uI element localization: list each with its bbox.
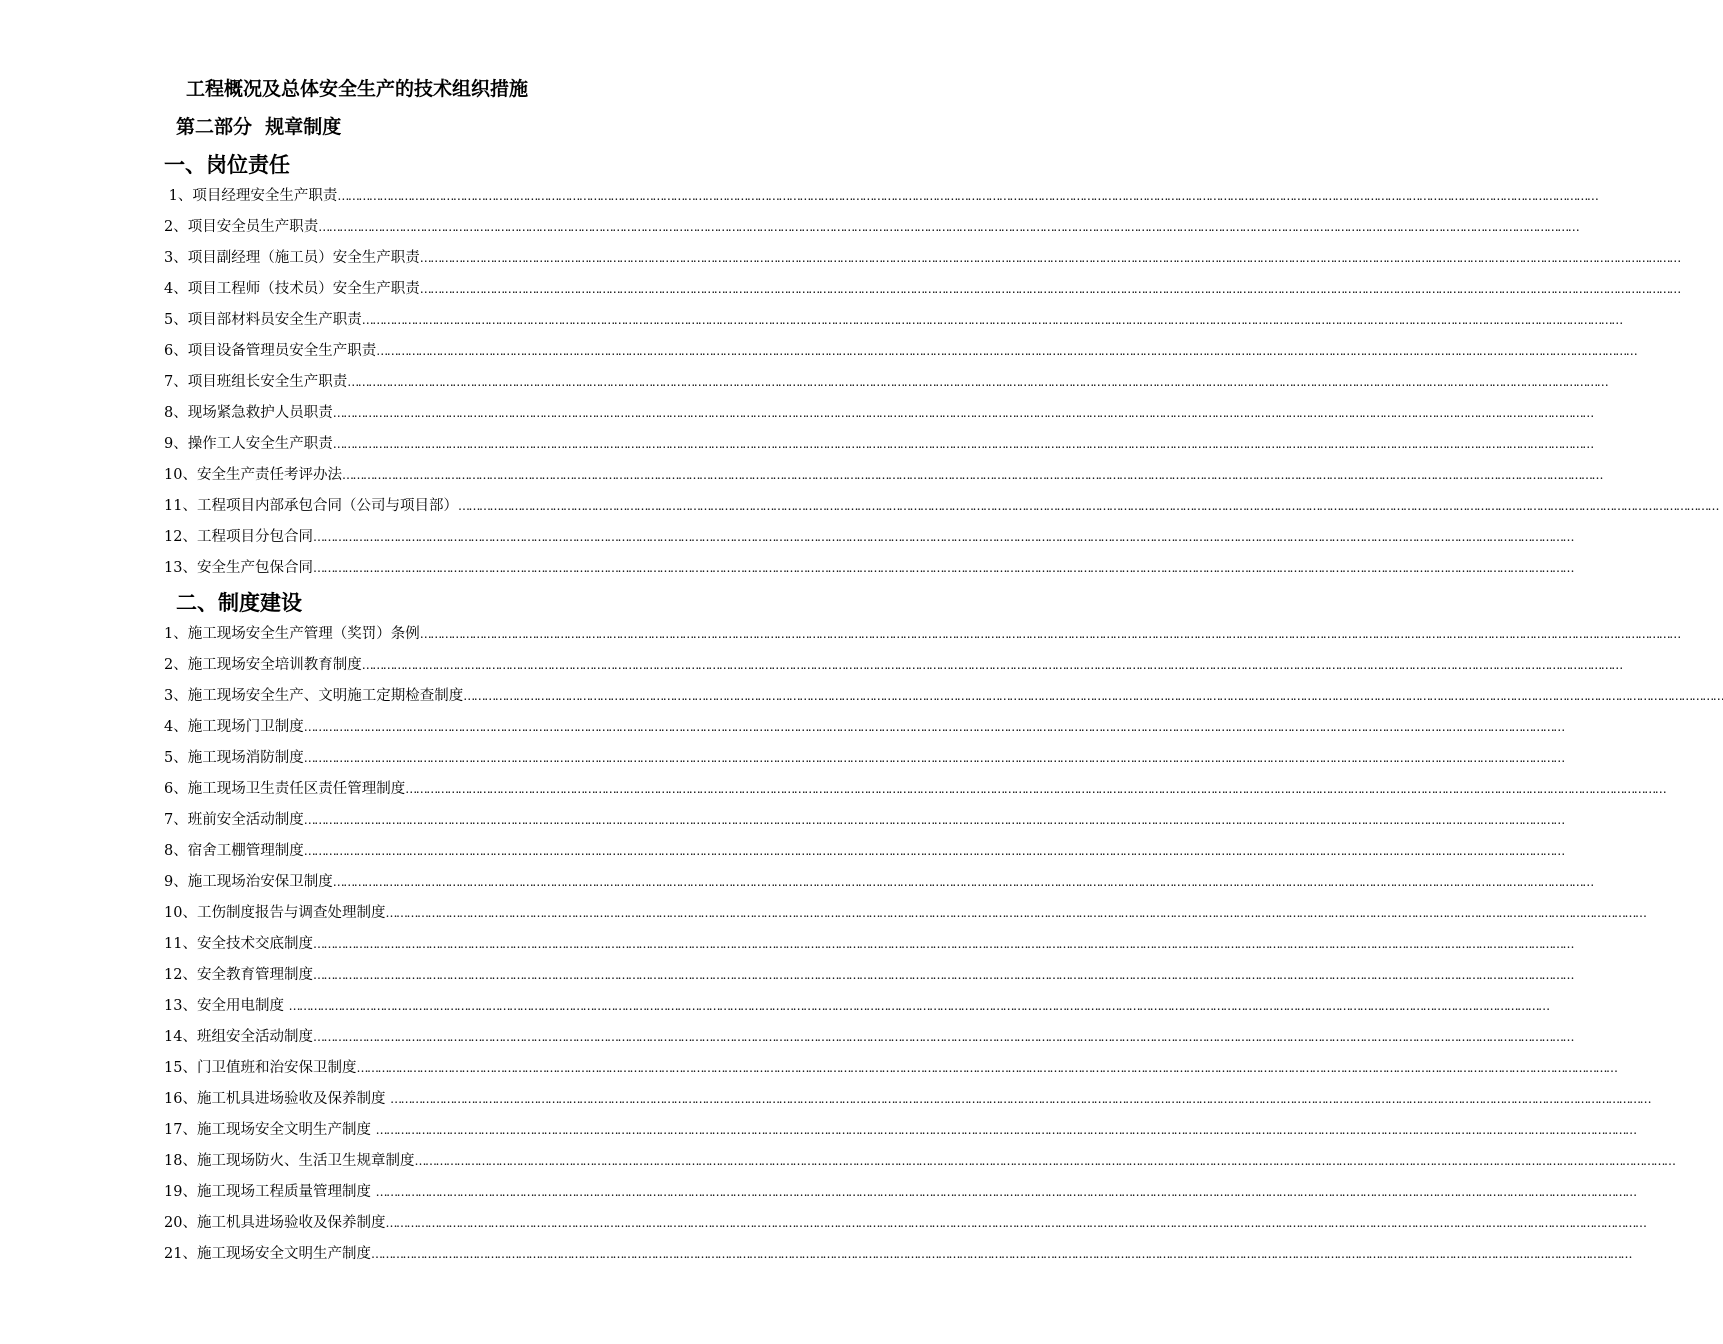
toc-dot-leader: ……………………………………………………………………………………………………………………………………………………………………………………………………………………………………………………………………………………………………………………………… bbox=[303, 751, 1564, 765]
toc-entry bbox=[164, 1239, 1631, 1270]
toc-dot-leader: ……………………………………………………………………………………………………………………………………………………………………………………………………………………………………………………………………………………………………………………………… bbox=[356, 1061, 1617, 1075]
toc-entry-label: 17、施工现场安全文明生产制度 bbox=[164, 1122, 376, 1138]
toc-entry-label: 21、施工现场安全文明生产制度 bbox=[164, 1246, 371, 1262]
toc-dot-leader: ……………………………………………………………………………………………………………………………………………………………………………………………………………………………………………………………………………………………………………………………… bbox=[370, 1247, 1631, 1261]
toc-dot-leader: ……………………………………………………………………………………………………………………………………………………………………………………………………………………………………………………………………………………………………………………………… bbox=[312, 937, 1573, 951]
toc-entry bbox=[164, 243, 1680, 274]
toc-dot-leader: ……………………………………………………………………………………………………………………………………………………………………………………………………………………………………………………………………………………………………………………………… bbox=[303, 844, 1564, 858]
toc-dot-leader: ……………………………………………………………………………………………………………………………………………………………………………………………………………………………………………………………………………………………………………………………… bbox=[414, 1154, 1675, 1168]
toc-entry-label: 12、工程项目分包合同 bbox=[164, 529, 313, 545]
section-heading-job-responsibility: 一、岗位责任 bbox=[164, 153, 290, 177]
toc-dot-leader: ……………………………………………………………………………………………………………………………………………………………………………………………………………………………………………………………………………………………………………………………… bbox=[390, 1092, 1651, 1106]
toc-dot-leader: ……………………………………………………………………………………………………………………………………………………………………………………………………………………………………………………………………………………………………………………………… bbox=[375, 1123, 1636, 1137]
toc-dot-leader: ……………………………………………………………………………………………………………………………………………………………………………………………………………………………………………………………………………………………………………………………… bbox=[318, 220, 1579, 234]
toc-entry bbox=[164, 274, 1680, 305]
toc-entry bbox=[164, 650, 1622, 681]
toc-entry bbox=[164, 553, 1573, 584]
toc-dot-leader: ……………………………………………………………………………………………………………………………………………………………………………………………………………………………………………………………………………………………………………………………… bbox=[419, 627, 1680, 641]
toc-entry-label: 16、施工机具进场验收及保养制度 bbox=[164, 1091, 391, 1107]
toc-dot-leader: ……………………………………………………………………………………………………………………………………………………………………………………………………………………………………………………………………………………………………………………………… bbox=[332, 875, 1593, 889]
toc-entry bbox=[164, 929, 1573, 960]
toc-entry-label: 3、施工现场安全生产、文明施工定期检查制度 bbox=[164, 688, 464, 704]
toc-entry-label: 4、施工现场门卫制度 bbox=[164, 719, 304, 735]
toc-entry-label: 3、项目副经理（施工员）安全生产职责 bbox=[164, 250, 420, 266]
toc-dot-leader: ……………………………………………………………………………………………………………………………………………………………………………………………………………………………………………………………………………………………………………………………… bbox=[337, 189, 1598, 203]
toc-entry bbox=[164, 181, 1598, 212]
toc-entry bbox=[164, 1022, 1573, 1053]
toc-dot-leader: ……………………………………………………………………………………………………………………………………………………………………………………………………………………………………………………………………………………………………………………………… bbox=[312, 530, 1573, 544]
toc-entry bbox=[164, 991, 1549, 1022]
toc-entry bbox=[164, 898, 1646, 929]
toc-entry-label: 12、安全教育管理制度 bbox=[164, 967, 313, 983]
toc-dot-leader: ……………………………………………………………………………………………………………………………………………………………………………………………………………………………………………………………………………………………………………………………… bbox=[341, 468, 1602, 482]
toc-dot-leader: ……………………………………………………………………………………………………………………………………………………………………………………………………………………………………………………………………………………………………………………………… bbox=[332, 437, 1593, 451]
toc-entry bbox=[164, 1146, 1675, 1177]
toc-entry bbox=[164, 522, 1573, 553]
toc-entry bbox=[164, 1115, 1636, 1146]
toc-entry bbox=[164, 619, 1680, 650]
toc-entry-label: 13、安全用电制度 bbox=[164, 998, 289, 1014]
toc-list-system-building bbox=[164, 619, 1723, 1270]
toc-entry-label: 8、宿舍工棚管理制度 bbox=[164, 843, 304, 859]
toc-entry bbox=[164, 774, 1666, 805]
toc-entry bbox=[164, 1208, 1646, 1239]
toc-dot-leader: ……………………………………………………………………………………………………………………………………………………………………………………………………………………………………………………………………………………………………………………………… bbox=[312, 968, 1573, 982]
toc-dot-leader: ……………………………………………………………………………………………………………………………………………………………………………………………………………………………………………………………………………………………………………………………… bbox=[347, 375, 1608, 389]
toc-entry-label: 4、项目工程师（技术员）安全生产职责 bbox=[164, 281, 420, 297]
toc-entry bbox=[164, 1084, 1651, 1115]
toc-entry-label: 18、施工现场防火、生活卫生规章制度 bbox=[164, 1153, 415, 1169]
toc-entry bbox=[164, 367, 1608, 398]
toc-entry bbox=[164, 336, 1637, 367]
toc-dot-leader: ……………………………………………………………………………………………………………………………………………………………………………………………………………………………………………………………………………………………………………………………… bbox=[312, 561, 1573, 575]
toc-entry bbox=[164, 1053, 1617, 1084]
toc-entry-label: 5、施工现场消防制度 bbox=[164, 750, 304, 766]
toc-entry bbox=[164, 429, 1593, 460]
toc-entry-label: 2、项目安全员生产职责 bbox=[164, 219, 319, 235]
toc-dot-leader: ……………………………………………………………………………………………………………………………………………………………………………………………………………………………………………………………………………………………………………………………… bbox=[312, 1030, 1573, 1044]
toc-entry-label: 7、班前安全活动制度 bbox=[164, 812, 304, 828]
toc-entry-label: 1、项目经理安全生产职责 bbox=[164, 188, 338, 204]
toc-entry bbox=[164, 491, 1718, 522]
toc-dot-leader: ……………………………………………………………………………………………………………………………………………………………………………………………………………………………………………………………………………………………………………………………… bbox=[375, 1185, 1636, 1199]
toc-dot-leader: ……………………………………………………………………………………………………………………………………………………………………………………………………………………………………………………………………………………………………………………………… bbox=[303, 813, 1564, 827]
toc-dot-leader: ……………………………………………………………………………………………………………………………………………………………………………………………………………………………………………………………………………………………………………………………… bbox=[419, 282, 1680, 296]
toc-dot-leader: ……………………………………………………………………………………………………………………………………………………………………………………………………………………………………………………………………………………………………………………………… bbox=[361, 658, 1622, 672]
toc-entry bbox=[164, 836, 1564, 867]
toc-entry-label: 11、安全技术交底制度 bbox=[164, 936, 313, 952]
toc-dot-leader: ……………………………………………………………………………………………………………………………………………………………………………………………………………………………………………………………………………………………………………………………… bbox=[332, 406, 1593, 420]
toc-list-job-responsibility bbox=[164, 181, 1718, 584]
toc-entry-label: 20、施工机具进场验收及保养制度 bbox=[164, 1215, 386, 1231]
document-title: 工程概况及总体安全生产的技术组织措施 bbox=[186, 78, 529, 100]
toc-entry bbox=[164, 460, 1602, 491]
toc-entry bbox=[164, 712, 1564, 743]
toc-entry-label: 6、项目设备管理员安全生产职责 bbox=[164, 343, 377, 359]
toc-entry bbox=[164, 305, 1622, 336]
toc-dot-leader: ……………………………………………………………………………………………………………………………………………………………………………………………………………………………………………………………………………………………………………………………… bbox=[419, 251, 1680, 265]
toc-entry-label: 6、施工现场卫生责任区责任管理制度 bbox=[164, 781, 406, 797]
toc-entry-label: 13、安全生产包保合同 bbox=[164, 560, 313, 576]
toc-entry bbox=[164, 743, 1564, 774]
toc-entry-label: 9、施工现场治安保卫制度 bbox=[164, 874, 333, 890]
toc-entry bbox=[164, 1177, 1636, 1208]
toc-dot-leader: ……………………………………………………………………………………………………………………………………………………………………………………………………………………………………………………………………………………………………………………………… bbox=[405, 782, 1666, 796]
toc-dot-leader: ……………………………………………………………………………………………………………………………………………………………………………………………………………………………………………………………………………………………………………………………… bbox=[385, 906, 1646, 920]
toc-entry-label: 19、施工现场工程质量管理制度 bbox=[164, 1184, 376, 1200]
toc-entry-label: 5、项目部材料员安全生产职责 bbox=[164, 312, 362, 328]
toc-entry bbox=[164, 398, 1593, 429]
toc-entry-label: 9、操作工人安全生产职责 bbox=[164, 436, 333, 452]
part-heading: 第二部分 规章制度 bbox=[176, 116, 342, 138]
toc-entry bbox=[164, 867, 1593, 898]
toc-entry-label: 14、班组安全活动制度 bbox=[164, 1029, 313, 1045]
toc-dot-leader: ……………………………………………………………………………………………………………………………………………………………………………………………………………………………………………………………………………………………………………………………… bbox=[385, 1216, 1646, 1230]
toc-entry-label: 7、项目班组长安全生产职责 bbox=[164, 374, 348, 390]
toc-dot-leader: ……………………………………………………………………………………………………………………………………………………………………………………………………………………………………………………………………………………………………………………………… bbox=[303, 720, 1564, 734]
toc-dot-leader: ……………………………………………………………………………………………………………………………………………………………………………………………………………………………………………………………………………………………………………………………… bbox=[376, 344, 1637, 358]
toc-dot-leader: ……………………………………………………………………………………………………………………………………………………………………………………………………………………………………………………………………………………………………………………………… bbox=[288, 999, 1549, 1013]
toc-entry-label: 1、施工现场安全生产管理（奖罚）条例 bbox=[164, 626, 420, 642]
toc-entry-label: 15、门卫值班和治安保卫制度 bbox=[164, 1060, 357, 1076]
toc-dot-leader: ……………………………………………………………………………………………………………………………………………………………………………………………………………………………………………………………………………………………………………………………… bbox=[361, 313, 1622, 327]
toc-entry-label: 11、工程项目内部承包合同（公司与项目部） bbox=[164, 498, 458, 514]
toc-entry bbox=[164, 681, 1723, 712]
toc-entry bbox=[164, 212, 1579, 243]
toc-entry bbox=[164, 960, 1573, 991]
toc-entry-label: 2、施工现场安全培训教育制度 bbox=[164, 657, 362, 673]
toc-entry-label: 8、现场紧急救护人员职责 bbox=[164, 405, 333, 421]
toc-entry-label: 10、安全生产责任考评办法 bbox=[164, 467, 342, 483]
section-heading-system-building: 二、制度建设 bbox=[176, 591, 302, 615]
toc-dot-leader: ……………………………………………………………………………………………………………………………………………………………………………………………………………………………………………………………………………………………………………………………… bbox=[457, 499, 1718, 513]
toc-entry-label: 10、工伤制度报告与调查处理制度 bbox=[164, 905, 386, 921]
toc-dot-leader: ……………………………………………………………………………………………………………………………………………………………………………………………………………………………………………………………………………………………………………………………… bbox=[463, 689, 1723, 703]
toc-entry bbox=[164, 805, 1564, 836]
